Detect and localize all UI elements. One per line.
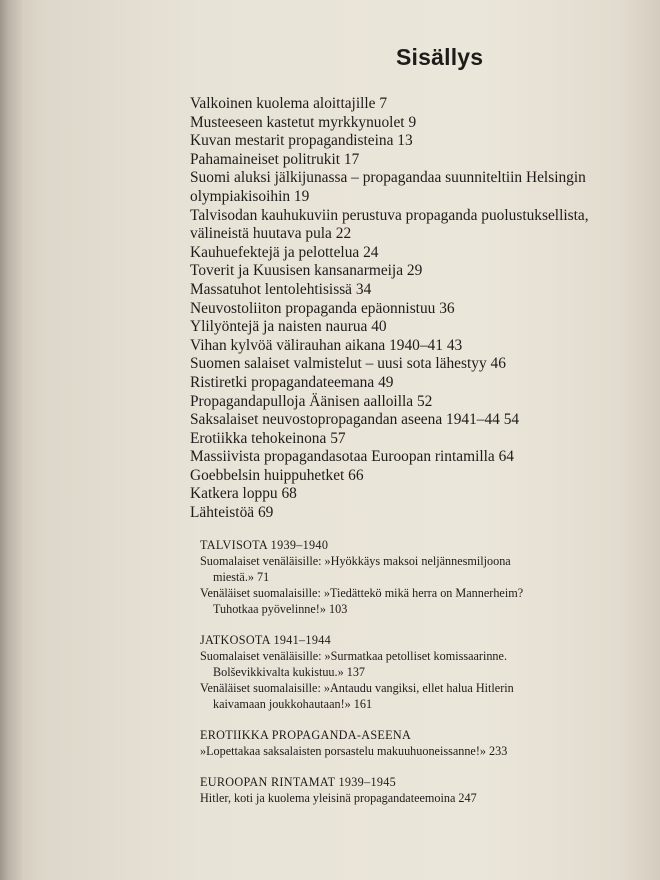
toc-entry-page: 54 [503,411,520,429]
appendix-section [200,632,600,712]
section-entry-text: Venäläiset suomalaisille: »Antaudu vangiksi, ellet halua Hitlerin [200,681,514,695]
page-title: Sisällys [396,44,484,70]
section-heading: EUROOPAN RINTAMAT 1939–1945 [200,775,397,789]
section-entry-line [200,569,600,585]
page-gutter-shadow [0,0,22,880]
toc-entry [190,448,630,467]
toc-entry [190,300,630,319]
toc-entry-title: välineistä huutava pula [190,225,332,243]
toc-entry-title: olympiakisoihin [190,187,291,205]
toc-entry-page: 68 [281,485,297,503]
section-entry-text: Suomalaiset venäläisille: »Hyökkäys maksoi neljännesmiljoona [200,554,511,568]
appendix-section [200,537,600,617]
toc-entry-title: Erotiikka tehokeinona [190,429,327,447]
toc-entry [190,114,630,133]
section-entry-line [200,585,600,601]
toc-entry-page: 46 [490,355,506,373]
toc-entry [190,355,630,374]
toc-entry [190,188,630,207]
toc-entry-page: 57 [330,429,346,447]
toc-entry [190,393,630,412]
toc-entry-title: Katkera loppu [190,485,278,503]
toc-entry-title: Musteeseen kastetut myrkkynuolet [190,113,405,131]
section-entry-line [200,601,600,617]
toc-entry-title: Kauhuefektejä ja pelottelua [190,243,360,261]
toc-entry [190,430,630,449]
toc-entry-title: Suomi aluksi jälkijunassa – propagandaa suunniteltiin Helsingin [190,169,586,187]
toc-entry-title: Valkoinen kuolema aloittajille [190,95,376,112]
toc-entry [190,504,630,523]
section-entry-page: 233 [489,744,508,758]
section-entry-text: Hitler, koti ja kuolema yleisinä propagandateemoina [200,791,456,805]
section-entry-page: 161 [353,697,373,711]
toc-entry-page: 40 [371,318,387,336]
section-entry-text: Suomalaiset venäläisille: »Surmatkaa petolliset komissaarinne. [200,649,507,663]
toc-entry-title: Saksalaiset neuvostopropagandan aseena 1941–44 [190,411,500,429]
table-of-contents [190,95,630,523]
toc-entry-page: 22 [335,225,352,243]
toc-entry-page: 24 [363,243,379,261]
toc-entry-page: 17 [343,150,360,168]
section-entry-page: 137 [346,665,365,679]
section-entry-page: 103 [329,602,348,616]
section-heading: EROTIIKKA PROPAGANDA-ASEENA [200,728,412,742]
toc-entry-title: Ylilyöntejä ja naisten naurua [190,318,368,336]
toc-entry [190,281,630,300]
toc-entry [190,151,630,170]
toc-entry [190,337,630,356]
toc-entry-title: Pahamaineiset politrukit [190,150,341,168]
toc-entry-page: 64 [498,448,514,466]
section-entry-text: Tuhotkaa pyövelinne!» [213,602,326,616]
toc-entry-page: 43 [446,336,463,354]
section-entry-page: 71 [257,570,270,584]
toc-entry-page: 29 [406,262,423,280]
toc-entry-title: Propagandapulloja Äänisen aalloilla [190,392,414,410]
section-entry-text: Venäläiset suomalaisille: »Tiedättekö mikä herra on Mannerheim? [200,586,524,600]
section-entry-text: kaivamaan joukkohautaan!» [213,697,351,711]
toc-entry [190,374,630,393]
section-entry-line [200,553,600,569]
toc-entry-page: 19 [293,187,310,205]
section-entry-text: »Lopettakaa saksalaisten porsastelu makuuhuoneissanne!» [200,744,486,758]
section-entry-line [200,648,600,664]
toc-entry-page: 13 [397,132,413,150]
toc-entry-page: 34 [355,280,372,298]
toc-entry-title: Ristiretki propagandateemana [190,373,375,391]
toc-entry [190,244,630,263]
appendix-sections [200,537,600,821]
toc-entry-title: Vihan kylvöä välirauhan aikana 1940–41 [190,336,443,354]
toc-entry-title: Massatuhot lentolehtisissä [190,280,353,298]
toc-entry [190,411,630,430]
toc-entry [190,262,630,281]
toc-entry-page: 66 [348,466,364,484]
toc-entry-title: Toverit ja Kuusisen kansanarmeija [190,262,404,280]
toc-entry-title: Kuvan mestarit propagandisteina [190,132,394,150]
section-entry-line [200,790,600,806]
toc-entry-title: Suomen salaiset valmistelut – uusi sota lähestyy [190,355,487,373]
section-entry-line [200,664,600,680]
toc-entry-page: 49 [378,373,394,391]
toc-entry-title: Talvisodan kauhukuviin perustuva propaganda puolustuksellista, [190,206,589,224]
toc-entry-page: 7 [379,95,388,112]
toc-entry-title: Neuvostoliiton propaganda epäonnistuu [190,299,436,317]
toc-entry-page: 9 [408,113,417,131]
toc-entry-title: Massiivista propagandasotaa Euroopan rintamilla [190,448,495,466]
toc-entry [190,485,630,504]
section-entry-line [200,743,600,759]
section-entry-page: 247 [458,791,477,805]
toc-entry [190,225,630,244]
toc-entry [190,207,630,226]
toc-entry-title: Goebbelsin huippuhetket [190,466,345,484]
section-entry-line [200,680,600,696]
toc-entry [190,318,630,337]
section-entry-text: Bolševikkivalta kukistuu.» [213,665,344,679]
toc-entry [190,169,630,188]
appendix-section [200,727,600,759]
section-heading: TALVISOTA 1939–1940 [200,538,329,552]
toc-entry-page: 52 [416,392,433,410]
toc-entry-page: 69 [257,504,274,522]
toc-entry-title: Lähteistöä [190,504,255,522]
section-entry-line [200,696,600,712]
toc-entry-page: 36 [439,299,455,317]
appendix-section [200,774,600,806]
section-heading: JATKOSOTA 1941–1944 [200,633,332,647]
toc-entry [190,95,630,114]
toc-entry [190,132,630,151]
toc-entry [190,467,630,486]
section-entry-text: miestä.» [213,570,254,584]
